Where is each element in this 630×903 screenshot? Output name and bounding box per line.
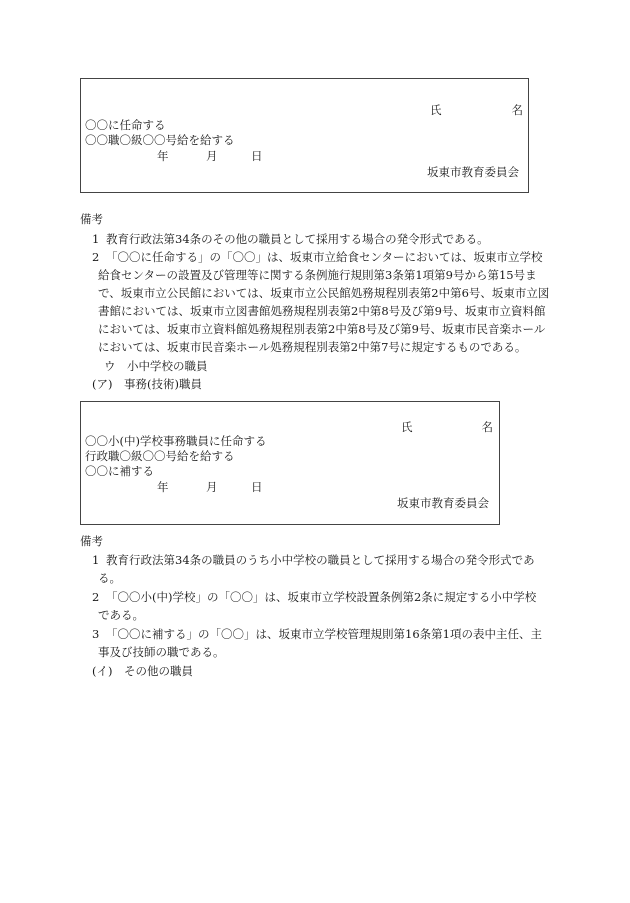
date-year: 年 [157,480,169,494]
note-line: である。 [98,608,144,622]
note-number: 2 [92,250,100,264]
note-line: 「〇〇に任命する」の「〇〇」は、坂東市立給食センターにおいては、坂東市立学校 [106,250,543,264]
note-line: で、坂東市立公民館においては、坂東市立公民館処務規程別表第2中第6号、坂東市立図 [98,286,550,300]
notes-heading: 備考 [80,212,103,226]
date-day: 日 [251,480,263,494]
form-line-assign: 〇〇に補する [85,464,154,478]
note-line: る。 [98,571,121,585]
appointment-form-2 [80,401,500,525]
note-number: 3 [92,627,100,641]
name-char-mei: 名 [481,420,493,434]
date-day: 日 [251,149,263,163]
note-line: 教育行政法第34条のその他の職員として採用する場合の発令形式である。 [106,232,489,246]
note-number: 2 [92,590,100,604]
name-label [430,103,523,117]
issuer: 坂東市教育委員会 [397,496,489,510]
name-char-mei: 名 [511,103,523,117]
notes-heading: 備考 [80,534,103,548]
form-line-salary: 〇〇職〇級〇〇号給を給する [85,133,235,147]
form-line-appoint: 〇〇に任命する [85,118,166,132]
section-heading-u: ウ 小中学校の職員 [104,359,208,373]
note-line: 給食センターの設置及び管理等に関する条例施行規則第3条第1項第9号から第15号ま [98,268,537,282]
issuer: 坂東市教育委員会 [427,165,519,179]
section-heading-a: (ア) 事務(技術)職員 [92,377,202,391]
note-line: 「〇〇小(中)学校」の「〇〇」は、坂東市立学校設置条例第2条に規定する小中学校 [106,590,537,604]
form-line-salary: 行政職〇級〇〇号給を給する [85,449,235,463]
name-char-shi: 氏 [401,420,413,434]
name-label [401,420,493,434]
appointment-form-1 [80,78,529,193]
section-heading-i: (イ) その他の職員 [92,664,193,678]
note-number: 1 [92,553,100,567]
date-year: 年 [157,149,169,163]
note-line: 書館においては、坂東市立図書館処務規程別表第2中第8号及び第9号、坂東市立資料館 [98,304,546,318]
note-line: 事及び技師の職である。 [98,645,225,659]
note-line: 教育行政法第34条の職員のうち小中学校の職員として採用する場合の発令形式であ [106,553,535,567]
date-month: 月 [206,149,218,163]
name-char-shi: 氏 [430,103,442,117]
note-line: においては、坂東市立資料館処務規程別表第2中第8号及び第9号、坂東市民音楽ホール [98,322,546,336]
date-month: 月 [206,480,218,494]
note-line: 「〇〇に補する」の「〇〇」は、坂東市立学校管理規則第16条第1項の表中主任、主 [106,627,542,641]
form-line-appoint: 〇〇小(中)学校事務職員に任命する [85,434,267,448]
note-line: においては、坂東市民音楽ホール処務規程別表第2中第7号に規定するものである。 [98,340,527,354]
note-number: 1 [92,232,100,246]
